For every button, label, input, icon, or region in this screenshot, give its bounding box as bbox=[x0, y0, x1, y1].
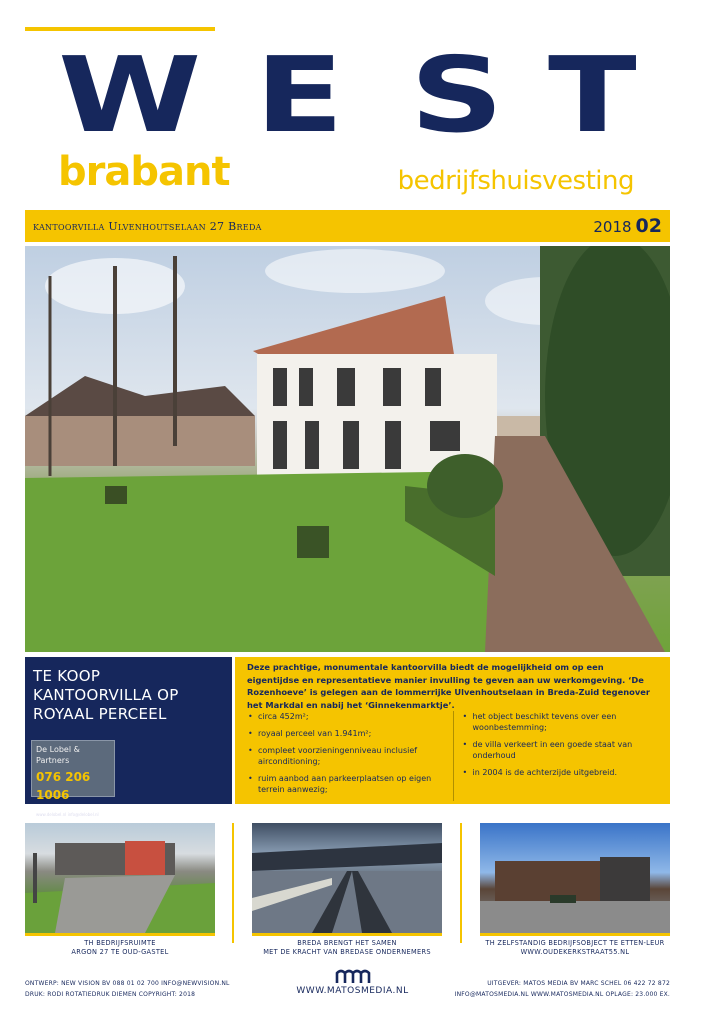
thumbnail-rule-2 bbox=[252, 933, 442, 936]
hero-illustration bbox=[25, 246, 670, 652]
thumbnail-etten-leur[interactable] bbox=[480, 823, 670, 933]
masthead-letter-w: W bbox=[58, 34, 202, 156]
agent-contact: www.delobel.nl info@delobel.nl bbox=[36, 812, 99, 817]
caption-line-2: MET DE KRACHT VAN BREDASE ONDERNEMERS bbox=[263, 948, 431, 956]
thumbnail-oud-gastel[interactable] bbox=[25, 823, 215, 933]
issue-bar bbox=[25, 210, 670, 242]
thumbnail-caption-2 bbox=[232, 939, 462, 957]
list-item: • compleet voorzieningenniveau inclusief airconditioning; bbox=[247, 745, 445, 767]
thumbnail-illustration-2 bbox=[252, 823, 442, 933]
thumbnail-divider bbox=[232, 823, 234, 943]
agent-card[interactable] bbox=[31, 740, 115, 817]
publisher-url[interactable]: WWW.MATOSMEDIA.NL bbox=[296, 986, 409, 996]
footer-credit-line-1: ONTWERP: NEW VISION BV 088 01 02 700 INFO@NEWVISION.NL bbox=[25, 980, 230, 987]
hero-photo bbox=[25, 246, 670, 652]
list-item: • royaal perceel van 1.941m²; bbox=[247, 728, 445, 739]
thumbnail-illustration-3 bbox=[480, 823, 670, 933]
bullet-list-left bbox=[247, 711, 453, 801]
headline-line-2: KANTOORVILLA OP bbox=[33, 686, 179, 704]
thumbnail-caption-1 bbox=[5, 939, 235, 957]
list-item: • ruim aanbod aan parkeerplaatsen op eigen terrein aanwezig; bbox=[247, 773, 445, 795]
agent-name: De Lobel & Partners bbox=[36, 745, 80, 765]
thumbnail-rule-1 bbox=[25, 933, 215, 936]
masthead-tagline: bedrijfshuisvesting bbox=[397, 166, 634, 196]
bullet-list-right bbox=[453, 711, 659, 801]
issue-year: 2018 bbox=[593, 218, 632, 236]
masthead bbox=[0, 34, 704, 156]
list-item: • het object beschikt tevens over een woonbestemming; bbox=[462, 711, 651, 733]
thumbnail-rule-3 bbox=[480, 933, 670, 936]
footer-publisher-line-2: INFO@MATOSMEDIA.NL WWW.MATOSMEDIA.NL OPLAGE: 23.000 EX. bbox=[454, 991, 670, 998]
footer-credit-line-2: DRUK: RODI ROTATIEDRUK DIEMEN COPYRIGHT: 2018 bbox=[25, 991, 196, 998]
issue-number bbox=[593, 215, 662, 237]
description-box bbox=[235, 657, 670, 804]
thumbnail-breda-station[interactable] bbox=[252, 823, 442, 933]
list-item: • circa 452m²; bbox=[247, 711, 445, 722]
feature-bullets bbox=[247, 711, 658, 801]
thumbnail-illustration-1 bbox=[25, 823, 215, 933]
masthead-letter-s: S bbox=[410, 34, 504, 156]
description-intro: Deze prachtige, monumentale kantoorvilla biedt de mogelijkheid om op een eigentijdse en representatieve manier invulling te geven aan uw werkomgeving. ‘De Rozenhoeve’ is gelegen aan de lommerrijke Ulvenhoutselaan in Breda-Zuid tegenover het Markdal en nabij het ‘Ginnekenmarktje’. bbox=[247, 662, 650, 710]
footer-publisher bbox=[455, 978, 670, 1000]
issue-no: 02 bbox=[635, 215, 662, 237]
masthead-letter-e: E bbox=[255, 34, 344, 156]
list-item: • de villa verkeert in een goede staat van onderhoud bbox=[462, 739, 651, 761]
headline-line-1: TE KOOP bbox=[33, 667, 101, 685]
caption-line-1: TH ZELFSTANDIG BEDRIJFSOBJECT TE ETTEN-LEUR bbox=[485, 939, 665, 947]
matos-media-logo-icon bbox=[335, 968, 371, 984]
agent-phone[interactable]: 076 206 1006 bbox=[36, 770, 91, 802]
thumbnail-divider bbox=[460, 823, 462, 943]
footer-publisher-line-1: UITGEVER: MATOS MEDIA BV MARC SCHEL 06 422 72 872 bbox=[487, 980, 670, 987]
caption-line-2: ARGON 27 TE OUD-GASTEL bbox=[71, 948, 169, 956]
list-item: • in 2004 is de achterzijde uitgebreid. bbox=[462, 767, 651, 778]
masthead-letter-t: T bbox=[548, 34, 637, 156]
caption-line-1: BREDA BRENGT HET SAMEN bbox=[297, 939, 397, 947]
issue-property: kantoorvilla Ulvenhoutselaan 27 Breda bbox=[33, 219, 262, 233]
publisher-logo-block[interactable] bbox=[280, 968, 425, 996]
headline bbox=[33, 667, 224, 724]
top-accent-rule bbox=[25, 27, 215, 31]
caption-line-1: TH BEDRIJFSRUIMTE bbox=[84, 939, 156, 947]
caption-line-2: WWW.OUDEKERKSTRAAT55.NL bbox=[520, 948, 630, 956]
headline-box bbox=[25, 657, 232, 817]
footer-credits bbox=[25, 978, 230, 1000]
masthead-subtitle: brabant bbox=[58, 149, 230, 195]
thumbnail-caption-3 bbox=[460, 939, 690, 957]
headline-line-3: ROYAAL PERCEEL bbox=[33, 705, 167, 723]
